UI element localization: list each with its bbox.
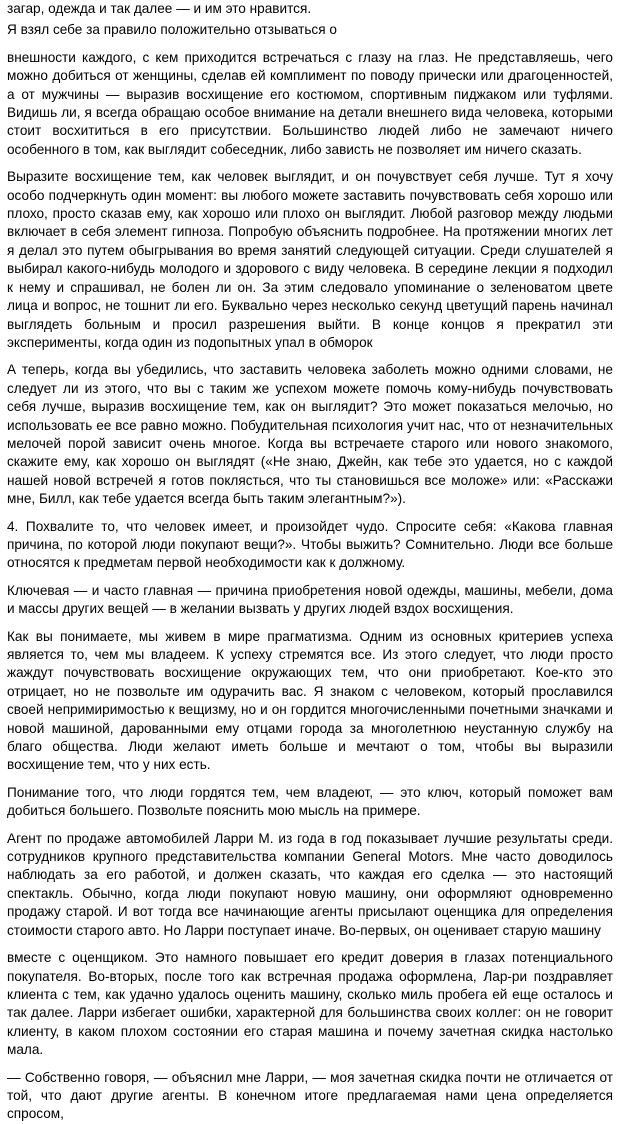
paragraph-11: вместе с оценщиком. Это намного повышает его кредит доверия в глазах потенциального покупателя. Во-вторых, после того как встречная продажа оформлена, Лар-ри поздравляет клиента с тем, как удачно удалось оценить машину, сколько миль пробега ей еще осталось и так далее. Ларри избегает ошибки, характерной для большинства своих коллег: он не говорит клиенту, в каком плохом состоянии его старая машина и почему зачетная скидка настолько мала. (7, 950, 613, 1058)
paragraph-10: Агент по продаже автомобилей Ларри М. из года в год показывает лучшие результаты среди. сотрудников крупного представительства компании General Motors. Мне часто доводилось наблюдать за его работой, и должен сказать, что каждая его сделка — это настоящий спектакль. Обычно, когда люди покупают новую машину, они оформляют одновременно продажу старой. И вот тогда все начинающие агенты присылают оценщика для определения стоимости старого авто. Но Ларри поступает иначе. Во-первых, он оценивает старую машину (7, 830, 613, 938)
paragraph-5: А теперь, когда вы убедились, что заставить человека заболеть можно одними словами, не следует ли из этого, что вы с таким же успехом можете помочь кому-нибудь почувствовать себя лучше, выразив восхищение тем, как он выглядит? Это может показаться мелочью, но использовать ее все равно можно. Побудительная психология учит нас, что от незначительных мелочей порой зависит очень многое. Когда вы встречаете старого или нового знакомого, скажите ему, как хорошо он выглядят («Не знаю, Джейн, как тебе это удается, но с каждой нашей новой встречей я готов поклясться, что ты становишься все моложе» или: «Расскажи мне, Билл, как тебе удается всегда быть таким элегантным?»). (7, 362, 613, 507)
paragraph-7: Ключевая — и часто главная — причина приобретения новой одежды, машины, мебели, дома и массы других вещей — в желании вызвать у других людей вздох восхищения. (7, 582, 613, 617)
paragraph-3: внешности каждого, с кем приходится встречаться с глазу на глаз. Не представляешь, чего можно добиться от женщины, сделав ей комплимент по поводу прически или драгоценностей, а от мужчины — выразив восхищение его костюмом, спортивным пиджаком или туфлями. Видишь ли, я всегда обращаю особое внимание на детали внешнего вида человека, которыми стоит восхититься в его присутствии. Большинство людей либо не замечают ничего особенного в том, как выглядит собеседник, либо зависть не позволяет им ничего сказать. (7, 49, 613, 157)
paragraph-9: Понимание того, что люди гордятся тем, чем владеют, — это ключ, который поможет вам добиться большего. Позвольте пояснить мою мысль на примере. (7, 784, 613, 819)
paragraph-12: — Собственно говоря, — объяснил мне Ларри, — моя зачетная скидка почти не отличается от той, что дают другие агенты. В конечном итоге предлагаемая нами цена определяется спросом, (7, 1069, 613, 1122)
paragraph-8: Как вы понимаете, мы живем в мире прагматизма. Одним из основных критериев успеха является то, чем мы владеем. К успеху стремятся все. Из этого следует, что люди просто жаждут почувствовать восхищение окружающих тем, что они приобретают. Кое-кто это отрицает, но не позвольте им одурачить вас. Я знаком с человеком, который прославился своей непримиримостью к вещизму, но и он гордится многочисленными почетными значками и новой машиной, дарованными ему отцами города за многолетнюю неустанную службу на благо общества. Люди желают иметь больше и мечтают о том, чтобы вы выразили восхищение тем, что у них есть. (7, 628, 613, 773)
paragraph-4: Выразите восхищение тем, как человек выглядит, и он почувствует себя лучше. Тут я хочу особо подчеркнуть один момент: вы любого можете заставить почувствовать себя хорошо или плохо, просто сказав ему, как хорошо или плохо он выглядит. Любой разговор между людьми включает в себя элемент гипноза. Попробую объяснить подробнее. На протяжении многих лет я делал это путем обыгрывания во время занятий следующей ситуации. Среди слушателей я выбирал какого-нибудь молодого и здорового с виду человека. В середине лекции я подходил к нему и спрашивал, не болен ли он. За этим следовало упоминание о зеленоватом цвете лица и вопрос, не тошнит ли его. Буквально через несколько секунд цветущий парень начинал выглядеть больным и просил разрешения выйти. В конце концов я прекратил эти эксперименты, когда один из подопытных упал в обморок (7, 169, 613, 350)
document-page (7, 0, 613, 1122)
paragraph-2: Я взял себе за правило положительно отзываться о (7, 22, 337, 38)
paragraph-6: 4. Похвалите то, что человек имеет, и произойдет чудо. Спросите себя: «Какова главная причина, по которой люди покупают вещи?». Чтобы выжить? Сомнительно. Люди все больше относятся к предметам первой необходимости как к должному. (7, 518, 613, 571)
paragraph-1: загар, одежда и так далее — и им это нравится. (7, 1, 312, 16)
